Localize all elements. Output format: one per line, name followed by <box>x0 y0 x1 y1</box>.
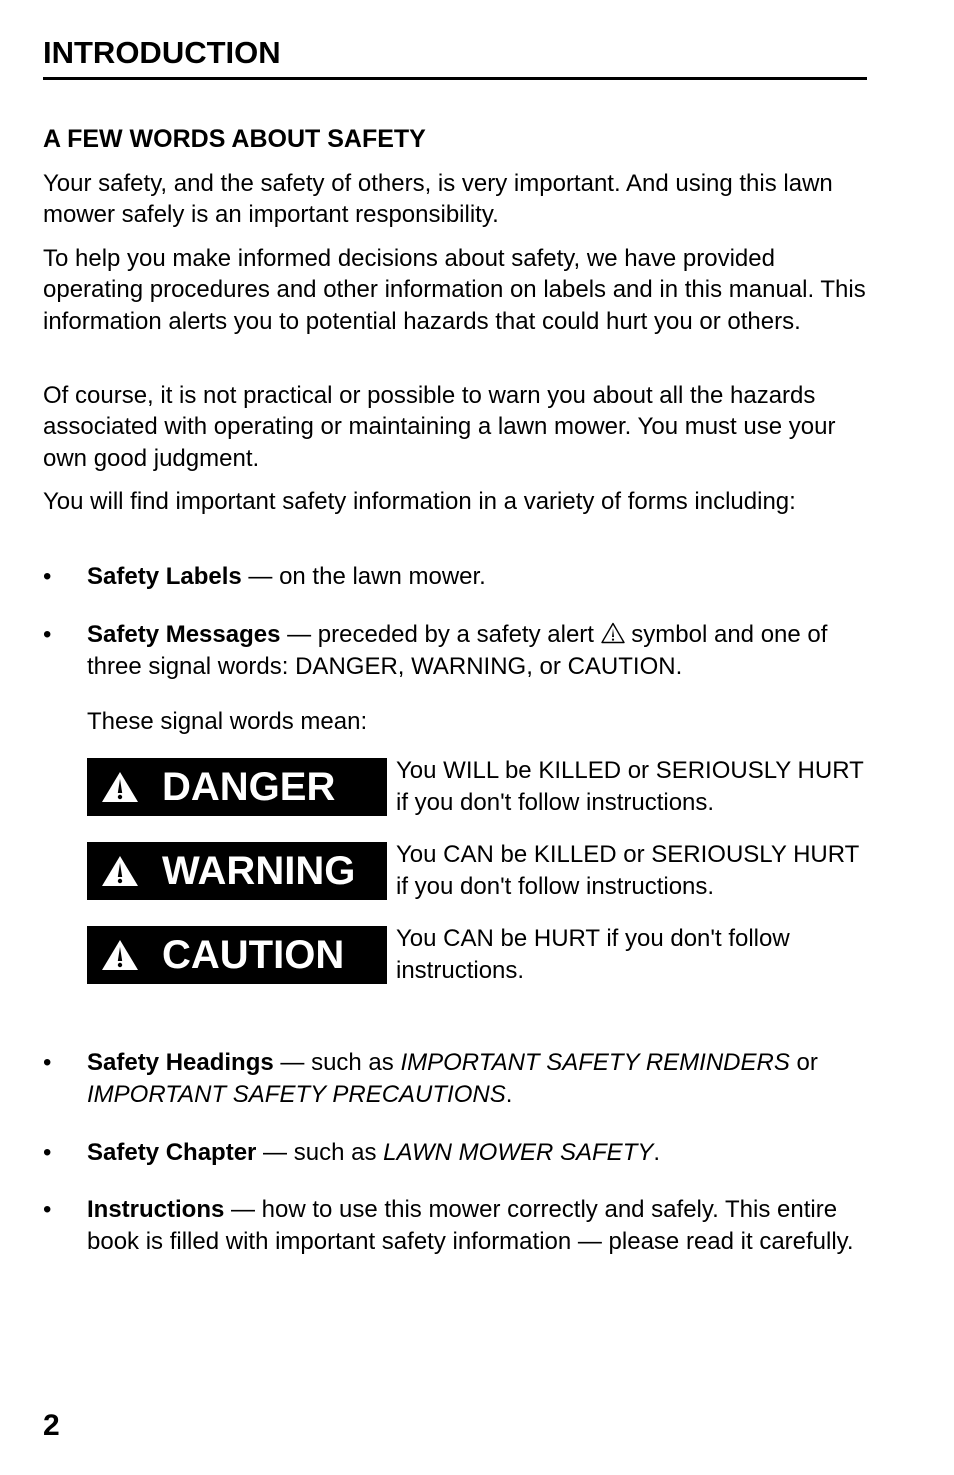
bullet-text: . <box>505 1080 513 1108</box>
chapter-title-rule <box>43 77 867 80</box>
bullet-text: — such as <box>273 1049 401 1076</box>
bullet-text: symbol and one of three signal words: DANGER, WARNING, or CAUTION. <box>87 621 828 680</box>
chapter-title: INTRODUCTION <box>43 35 281 70</box>
signal-row-caution <box>87 923 867 985</box>
bullet-text: — preceded by a safety alert <box>280 621 601 648</box>
danger-signal-box <box>87 758 387 816</box>
bullet-marker: • <box>43 1196 52 1223</box>
bullet-term: Instructions <box>87 1196 225 1223</box>
bullet-text: or <box>789 1049 818 1076</box>
bullet-term: Safety Headings <box>87 1049 274 1076</box>
signal-row-warning <box>87 839 867 901</box>
bullet-text: — such as <box>256 1139 384 1166</box>
paragraph-intro: Your safety, and the safety of others, is very important. And using this lawn mower safely is an important responsibility. <box>43 170 833 229</box>
warning-signal-box <box>87 842 387 900</box>
signal-word-warning: WARNING <box>162 849 356 893</box>
bullet-text: — on the lawn mower. <box>241 563 486 590</box>
signal-word-caution: CAUTION <box>162 933 345 977</box>
bullet-term: Safety Messages <box>87 621 281 648</box>
alert-triangle-icon <box>101 855 139 887</box>
caution-signal-box <box>87 926 387 984</box>
bullet-term: Safety Chapter <box>87 1139 257 1166</box>
bullet-marker: • <box>43 1049 52 1076</box>
bullet-body <box>87 1137 867 1169</box>
alert-triangle-icon <box>101 939 139 971</box>
signal-meaning-danger: You WILL be KILLED or SERIOUSLY HURT if you don't follow instructions. <box>396 757 864 816</box>
bullet-marker: • <box>43 621 52 648</box>
signal-row-danger <box>87 755 867 817</box>
section-heading: A FEW WORDS ABOUT SAFETY <box>43 125 426 153</box>
alert-triangle-icon <box>101 771 139 803</box>
bullet-body <box>87 561 867 593</box>
paragraph-forms: You will find important safety information in a variety of forms including: <box>43 488 796 515</box>
bullet-italic-text: LAWN MOWER SAFETY <box>383 1139 654 1166</box>
safety-alert-icon <box>601 622 625 644</box>
bullet-term: Safety Labels <box>87 563 242 590</box>
signal-meaning-caution: You CAN be HURT if you don't follow instructions. <box>396 925 790 984</box>
bullet-body <box>87 619 867 682</box>
bullet-body <box>87 1047 867 1110</box>
bullet-marker: • <box>43 1139 52 1166</box>
bullet-text: — how to use this mower correctly and safely. This entire book is filled with important safety information — please read it carefully. <box>87 1196 854 1255</box>
signal-word-danger: DANGER <box>162 765 336 809</box>
paragraph-informed-decisions: To help you make informed decisions about safety, we have provided operating procedures and other information on labels and in this manual. This information alerts you to potential hazards that could hurt you or others. <box>43 245 866 335</box>
signal-words-intro: These signal words mean: <box>87 708 368 735</box>
signal-meaning-warning: You CAN be KILLED or SERIOUSLY HURT if you don't follow instructions. <box>396 841 859 900</box>
bullet-italic-text: IMPORTANT SAFETY PRECAUTIONS <box>87 1080 506 1108</box>
bullet-marker: • <box>43 563 52 590</box>
paragraph-judgment: Of course, it is not practical or possible to warn you about all the hazards associated with operating or maintaining a lawn mower. You must use your own good judgment. <box>43 382 836 472</box>
bullet-body <box>87 1194 867 1257</box>
bullet-text: . <box>653 1139 661 1166</box>
bullet-italic-text: IMPORTANT SAFETY REMINDERS <box>400 1049 790 1076</box>
page-number: 2 <box>43 1409 60 1442</box>
